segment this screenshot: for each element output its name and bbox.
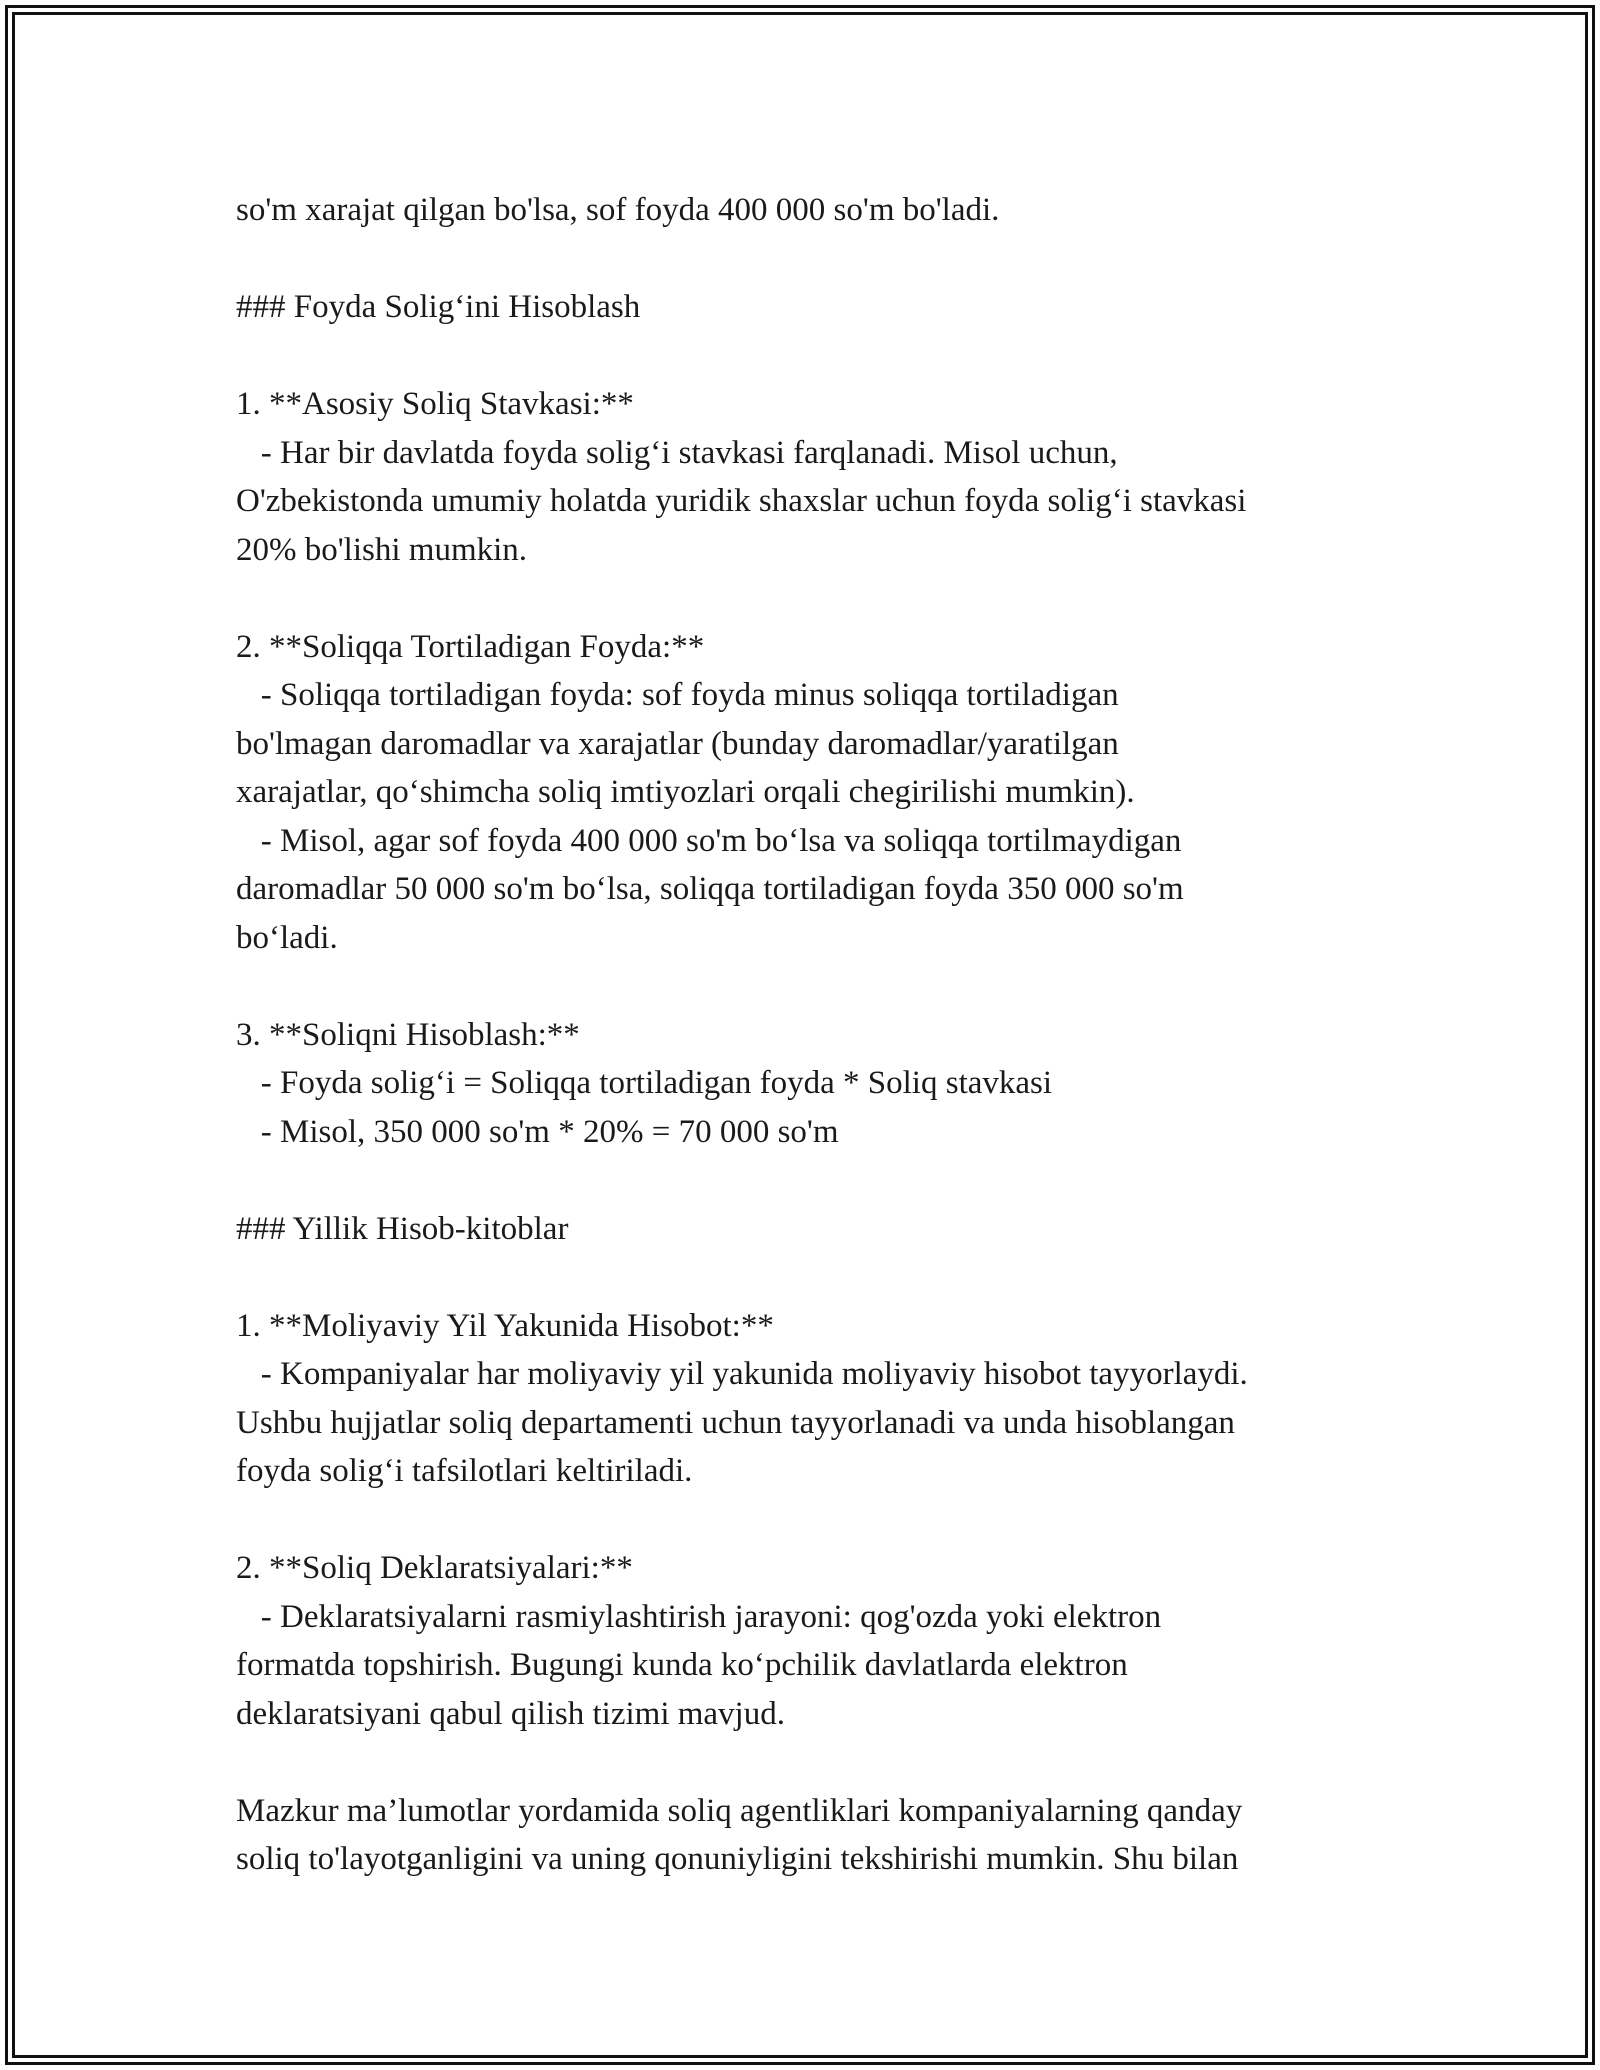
text-line: ### Yillik Hisob-kitoblar xyxy=(236,1210,569,1247)
text-line: - Misol, 350 000 so'm * 20% = 70 000 so'm xyxy=(236,1113,839,1150)
text-line: Ushbu hujjatlar soliq departamenti uchun tayyorlanadi va unda hisoblangan xyxy=(236,1404,1235,1441)
text-line: 3. **Soliqni Hisoblash:** xyxy=(236,1016,580,1053)
text-line: - Deklaratsiyalarni rasmiylashtirish jarayoni: qog'ozda yoki elektron xyxy=(236,1598,1162,1635)
text-line: - Foyda solig‘i = Soliqqa tortiladigan foyda * Soliq stavkasi xyxy=(236,1065,1053,1101)
text-line: bo'lmagan daromadlar va xarajatlar (bunday daromadlar/yaratilgan xyxy=(236,725,1119,762)
blank-line xyxy=(236,332,1386,381)
text-line: daromadlar 50 000 so'm bo‘lsa, soliqqa tortiladigan foyda 350 000 so'm xyxy=(236,871,1184,907)
text-line: - Soliqqa tortiladigan foyda: sof foyda minus soliqqa tortiladigan xyxy=(236,677,1119,713)
text-line: foyda solig‘i tafsilotlari keltiriladi. xyxy=(236,1453,693,1489)
blank-line xyxy=(236,235,1386,284)
blank-line xyxy=(236,1253,1386,1302)
text-line: 1. **Moliyaviy Yil Yakunida Hisobot:** xyxy=(236,1307,774,1344)
text-line: 2. **Soliqqa Tortiladigan Foyda:** xyxy=(236,628,705,665)
text-line: - Misol, agar sof foyda 400 000 so'm bo‘lsa va soliqqa tortilmaydigan xyxy=(236,822,1182,859)
text-line: ### Foyda Solig‘ini Hisoblash xyxy=(236,289,641,325)
text-line: formatda topshirish. Bugungi kunda ko‘pchilik davlatlarda elektron xyxy=(236,1647,1128,1683)
blank-line xyxy=(236,1156,1386,1205)
text-line: Mazkur ma’lumotlar yordamida soliq agentliklari kompaniyalarning qanday xyxy=(236,1792,1243,1829)
blank-line xyxy=(236,962,1386,1011)
text-line: - Har bir davlatda foyda solig‘i stavkasi farqlanadi. Misol uchun, xyxy=(236,434,1118,471)
text-line: deklaratsiyani qabul qilish tizimi mavjud. xyxy=(236,1695,785,1732)
blank-line xyxy=(236,1738,1386,1787)
text-line: 2. **Soliq Deklaratsiyalari:** xyxy=(236,1550,633,1586)
text-line: 20% bo'lishi mumkin. xyxy=(236,531,528,568)
blank-line xyxy=(236,574,1386,623)
text-line: so'm xarajat qilgan bo'lsa, sof foyda 400 000 so'm bo'ladi. xyxy=(236,192,1000,228)
document-body xyxy=(236,186,1386,1884)
text-line: bo‘ladi. xyxy=(236,919,338,956)
text-line: O'zbekistonda umumiy holatda yuridik shaxslar uchun foyda solig‘i stavkasi xyxy=(236,483,1247,519)
text-line: xarajatlar, qo‘shimcha soliq imtiyozlari orqali chegirilishi mumkin). xyxy=(236,774,1135,810)
blank-line xyxy=(236,1496,1386,1545)
text-line: - Kompaniyalar har moliyaviy yil yakunida moliyaviy hisobot tayyorlaydi. xyxy=(236,1356,1248,1392)
text-line: soliq to'layotganligini va uning qonuniyligini tekshirishi mumkin. Shu bilan xyxy=(236,1841,1239,1877)
text-line: 1. **Asosiy Soliq Stavkasi:** xyxy=(236,386,634,422)
